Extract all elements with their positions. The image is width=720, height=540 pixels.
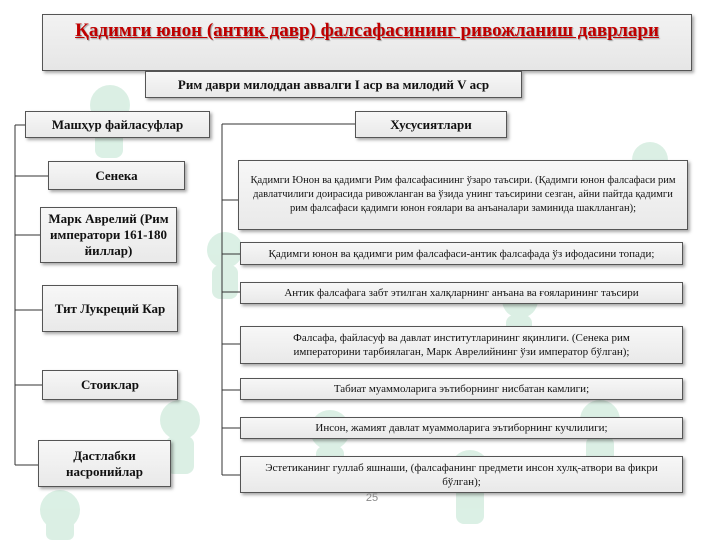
period-box [145, 71, 522, 98]
page-number: 25 [365, 492, 379, 504]
feature-item: Қадимги юнон ва қадимги рим фалсафаси-антик фалсафада ўз ифодасини топади; [240, 242, 683, 265]
title-box [42, 14, 692, 71]
feature-item: Эстетиканинг гуллаб яшнаши, (фалсафанинг предмети инсон хулқ-атвори ва фикри бўлган); [240, 456, 683, 493]
philosopher-item-lucretius: Тит Лукреций Кар [42, 285, 178, 332]
feature-item: Антик фалсафага забт этилган халқларнинг анъана ва ғояларининг таъсири [240, 282, 683, 304]
philosopher-item-early-christians: Дастлабки насронийлар [38, 440, 171, 487]
philosophers-header: Машҳур файласуфлар [25, 111, 210, 138]
philosopher-item-stoics: Стоиклар [42, 370, 178, 400]
feature-item: Фалсафа, файласуф ва давлат институтларининг яқинлиги. (Сенека рим императорини тарбиялаган, Марк Аврелийнинг ўзи император бўлган); [240, 326, 683, 364]
period-text: Рим даври милоддан аввалги I аср ва милодий V аср [177, 76, 490, 92]
philosopher-item-seneca: Сенека [48, 161, 185, 190]
philosopher-item-marcus-aurelius: Марк Аврелий (Рим императори 161-180 йиллар) [40, 207, 177, 263]
feature-item: Инсон, жамият давлат муаммоларига эътиборнинг кучлилиги; [240, 417, 683, 439]
feature-item: Қадимги Юнон ва қадимги Рим фалсафасининг ўзаро таъсири. (Қадимги юнон фалсафаси рим давлатчилиги доирасида ривожланган ва ўзида унинг таъсирини сезган, айни пайтда қадимги рим фалсафаси қадимги юнон ғоялари ва анъаналари заминида шаклланган); [238, 160, 688, 230]
page-title: Қадимги юнон (антик давр) фалсафасининг ривожланиш даврлари [75, 20, 659, 41]
feature-item: Табиат муаммоларига эътиборнинг нисбатан камлиги; [240, 378, 683, 400]
features-header: Хусусиятлари [355, 111, 507, 138]
